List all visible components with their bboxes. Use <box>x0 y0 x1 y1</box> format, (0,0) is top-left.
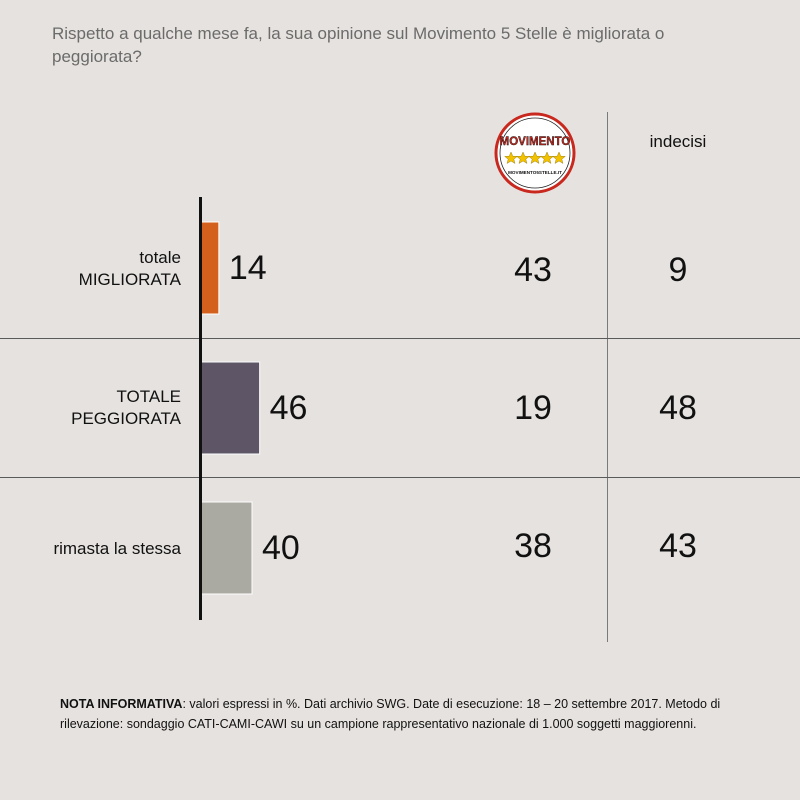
row-label-migliorata: totale MIGLIORATA <box>78 248 181 289</box>
indecisi-value-peggiorata: 48 <box>659 389 697 427</box>
chart-axis <box>199 197 202 620</box>
m5s-value-peggiorata: 19 <box>514 389 552 427</box>
row-label-stessa: rimasta la stessa <box>53 539 181 558</box>
column-header-indecisi: indecisi <box>649 132 707 151</box>
bar-value-label: 46 <box>269 389 308 427</box>
bar-3 <box>201 502 252 594</box>
m5s-value-migliorata: 43 <box>514 251 552 289</box>
footnote-title: NOTA INFORMATIVA <box>60 697 183 711</box>
bar-value-label: 14 <box>228 249 267 287</box>
bar-2 <box>201 362 260 454</box>
bar-value-label: 40 <box>262 529 300 567</box>
indecisi-value-stessa: 43 <box>659 527 697 565</box>
logo-wordmark: MOVIMENTO <box>499 136 571 148</box>
bar-1 <box>201 222 219 314</box>
question-text: Rispetto a qualche mese fa, la sua opinione sul Movimento 5 Stelle è migliorata o peggiorata? <box>52 24 665 66</box>
m5s-value-stessa: 38 <box>514 527 552 565</box>
indecisi-value-migliorata: 9 <box>668 251 688 289</box>
logo-subtext: MOVIMENTO5STELLE.IT <box>508 170 562 175</box>
row-label-peggiorata: TOTALE PEGGIORATA <box>71 387 181 428</box>
footnote <box>60 694 780 734</box>
footnote-text: : valori espressi in %. Dati archivio SWG. Date di esecuzione: 18 – 20 settembre 2017. Metodo di rilevazione: sondaggio CATI-CAMI-CAWI su un campione rappresentativo nazionale di 1.000 soggetti maggiorenni. <box>60 697 721 731</box>
